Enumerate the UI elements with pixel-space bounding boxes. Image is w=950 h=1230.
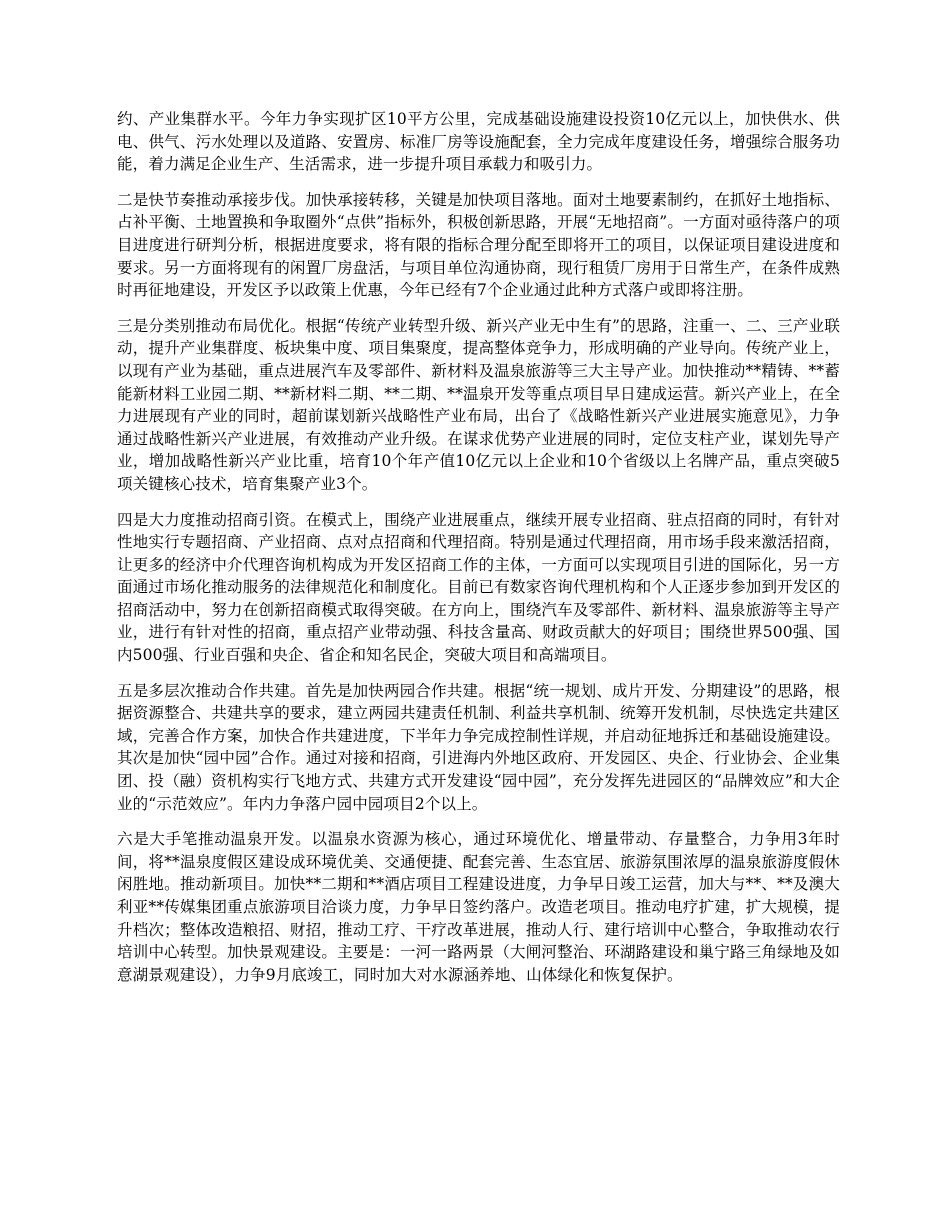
document-page — [117, 108, 840, 999]
paragraph-investment-attraction: 四是大力度推动招商引资。在模式上，围绕产业进展重点，继续开展专业招商、驻点招商的同时，有针对性地实行专题招商、产业招商、点对点招商和代理招商。特别是通过代理招商，用市场手段来激活招商，让更多的经济中介代理咨询机构成为开发区招商工作的主体，一方面可以实现项目引进的国际化，另一方面通过市场化推动服务的法律规范化和制度化。目前已有数家咨询代理机构和个人正逐步参加到开发区的招商活动中，努力在创新招商模式取得突破。在方向上，围绕汽车及零部件、新材料、温泉旅游等主导产业，进行有针对性的招商，重点招产业带动强、科技含量高、财政贡献大的好项目；围绕世界500强、国内500强、行业百强和央企、省企和知名民企，突破大项目和高端项目。 — [117, 510, 840, 665]
paragraph-industry-layout: 三是分类别推动布局优化。根据“传统产业转型升级、新兴产业无中生有”的思路，注重一、二、三产业联动，提升产业集群度、板块集中度、项目集聚度，提高整体竞争力，形成明确的产业导向。传统产业上，以现有产业为基础，重点进展汽车及零部件、新材料及温泉旅游等三大主导产业。加快推动**精铸、**蓄能新材料工业园二期、**新材料二期、**二期、**温泉开发等重点项目早日建成运营。新兴产业上，在全力进展现有产业的同时，超前谋划新兴战略性产业布局，出台了《战略性新兴产业进展实施意见》，力争通过战略性新兴产业进展，有效推动产业升级。在谋求优势产业进展的同时，定位支柱产业，谋划先导产业，增加战略性新兴产业比重，培育10个年产值10亿元以上企业和10个省级以上名牌产品，重点突破5项关键核心技术，培育集聚产业3个。 — [117, 316, 840, 493]
paragraph-infrastructure: 约、产业集群水平。今年力争实现扩区10平方公里，完成基础设施建设投资10亿元以上，加快供水、供电、供气、污水处理以及道路、安置房、标准厂房等设施配套，全力完成年度建设任务，增强综合服务功能，着力满足企业生产、生活需求，进一步提升项目承载力和吸引力。 — [117, 110, 840, 174]
paragraph-cooperation: 五是多层次推动合作共建。首先是加快两园合作共建。根据“统一规划、成片开发、分期建设”的思路，根据资源整合、共建共享的要求，建立两园共建责任机制、利益共享机制、统筹开发机制，尽快选定共建区域，完善合作方案，加快合作共建进度，下半年力争完成控制性详规，并启动征地拆迁和基础设施建设。其次是加快“园中园”合作。通过对接和招商，引进海内外地区政府、开发园区、央企、行业协会、企业集团、投（融）资机构实行飞地方式、共建方式开发建设“园中园”，充分发挥先进园区的“品牌效应”和大企业的“示范效应”。年内力争落户园中园项目2个以上。 — [117, 681, 840, 813]
paragraph-project-landing: 二是快节奏推动承接步伐。加快承接转移，关键是加快项目落地。面对土地要素制约，在抓好土地指标、占补平衡、土地置换和争取圈外“点供”指标外，积极创新思路，开展“无地招商”。一方面对亟待落户的项目进度进行研判分析，根据进度要求，将有限的指标合理分配至即将开工的项目，以保证项目建设进度和要求。另一方面将现有的闲置厂房盘活，与项目单位沟通协商，现行租赁厂房用于日常生产，在条件成熟时再征地建设，开发区予以政策上优惠，今年已经有7个企业通过此种方式落户或即将注册。 — [117, 190, 840, 300]
paragraph-hot-spring: 六是大手笔推动温泉开发。以温泉水资源为核心，通过环境优化、增量带动、存量整合，力争用3年时间，将**温泉度假区建设成环境优美、交通便捷、配套完善、生态宜居、旅游氛围浓厚的温泉旅游度假休闲胜地。推动新项目。加快**二期和**酒店项目工程建设进度，力争早日竣工运营，加大与**、**及澳大利亚**传媒集团重点旅游项目洽谈力度，力争早日签约落户。改造老项目。推动电疗扩建，扩大规模，提升档次；整体改造粮招、财招，推动工疗、干疗改革进展，推动人行、建行培训中心整合，争取推动农行培训中心转型。加快景观建设。主要是：一河一路两景（大闸河整治、环湖路建设和巢宁路三角绿地及如意湖景观建设），力争9月底竣工，同时加大对水源涵养地、山体绿化和恢复保护。 — [117, 830, 840, 984]
